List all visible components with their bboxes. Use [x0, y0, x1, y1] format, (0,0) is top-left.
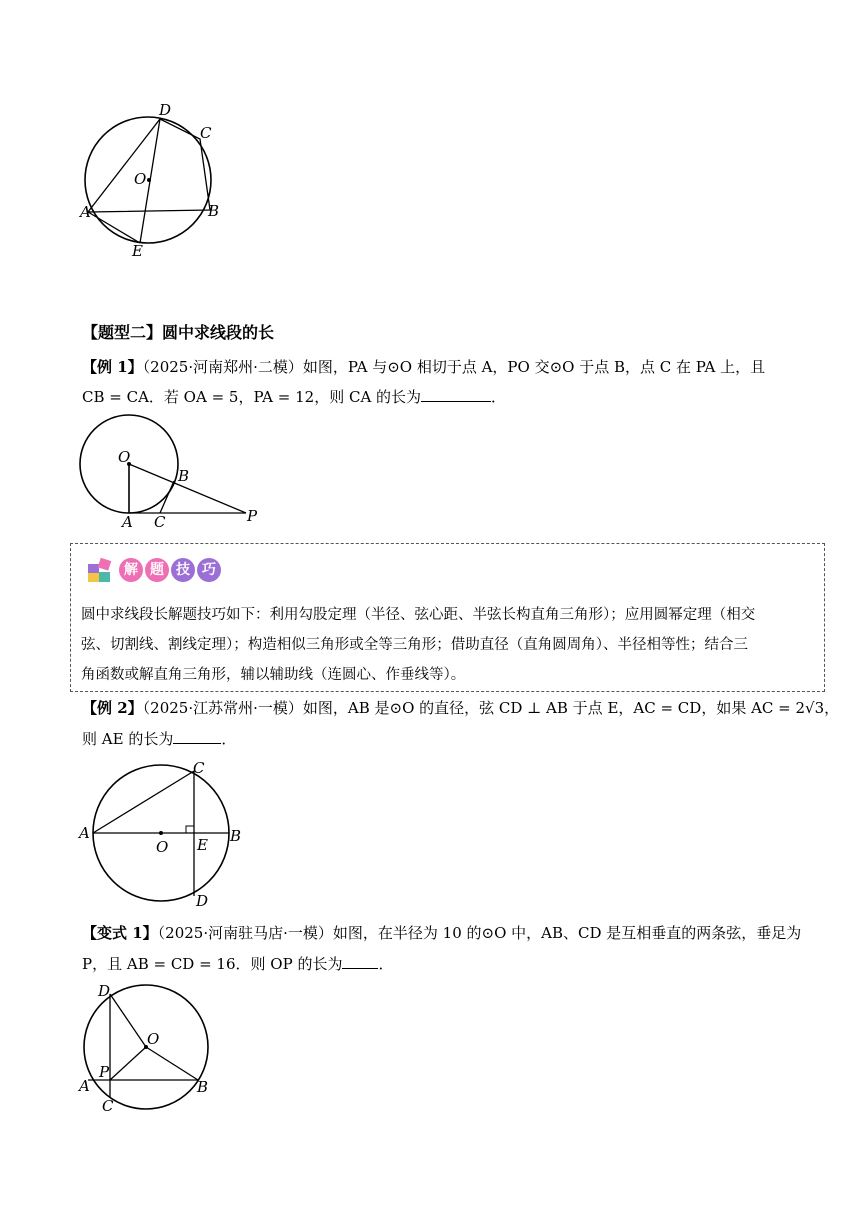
example2-tag: 【例 2】	[82, 699, 143, 717]
variant1-tag: 【变式 1】	[82, 924, 158, 942]
example2-line2	[82, 729, 236, 749]
variant1-line1	[82, 923, 801, 943]
label-o: O	[118, 448, 131, 466]
figure-tangent	[74, 408, 274, 533]
badge-char-4: 巧	[197, 558, 221, 582]
label-c: C	[193, 759, 205, 777]
variant1-text1: （2025·河南驻马店·一模）如图，在半径为 10 的⊙O 中，AB、CD 是互相垂直的两条弦，垂足为	[157, 924, 802, 942]
label-c: C	[200, 124, 212, 142]
heading-title: 题型二	[98, 323, 147, 342]
label-b: B	[208, 202, 220, 220]
section-heading	[82, 323, 274, 343]
example1-end: ．	[491, 388, 507, 406]
label-a: A	[122, 513, 133, 531]
variant1-text2: P，且 AB = CD = 16．则 OP 的长为	[82, 955, 343, 973]
example1-line2	[82, 387, 506, 407]
example2-text2: 则 AE 的长为	[82, 730, 174, 748]
example1-tag: 【例 1】	[82, 358, 143, 376]
variant1-end: ．	[378, 955, 394, 973]
tips-line1: 圆中求线段长解题技巧如下：利用勾股定理（半径、弦心距、半弦长构直角三角形）；应用圆幂定理（相交	[81, 607, 756, 623]
heading-bracket-open: 【	[82, 323, 99, 342]
answer-blank[interactable]	[421, 387, 491, 402]
tips-line2: 弦、切割线、割线定理）；构造相似三角形或全等三角形；借助直径（直角圆周角）、半径相等性；结合三	[81, 637, 748, 653]
figure-circle-abcde	[72, 100, 232, 265]
label-e: E	[197, 836, 208, 854]
example2-line1	[82, 698, 839, 718]
figure-diameter-chord	[74, 756, 254, 908]
label-a: A	[79, 1077, 90, 1095]
label-b: B	[178, 467, 190, 485]
example1-line1	[82, 357, 765, 377]
puzzle-icon	[87, 556, 117, 584]
label-d: D	[98, 982, 111, 1000]
label-b: B	[197, 1078, 209, 1096]
variant1-line2	[82, 954, 393, 974]
example2-text1: （2025·江苏常州·一模）如图，AB 是⊙O 的直径，弦 CD ⊥ AB 于点 E，AC = CD，如果 AC = 2√3，	[142, 699, 840, 717]
badge-char-3: 技	[171, 558, 195, 582]
label-c: C	[154, 513, 166, 531]
label-o: O	[156, 838, 169, 856]
label-a: A	[80, 203, 91, 221]
label-p: P	[247, 507, 258, 525]
tips-line3: 角函数或解直角三角形，辅以辅助线（连圆心、作垂线等）。	[81, 667, 466, 683]
badge-char-2: 题	[145, 558, 169, 582]
label-c: C	[102, 1097, 114, 1115]
figure-perpendicular-chords	[74, 980, 224, 1115]
label-o: O	[147, 1030, 160, 1048]
label-o: O	[134, 170, 147, 188]
heading-subtitle: 圆中求线段的长	[162, 323, 275, 342]
heading-bracket-close: 】	[146, 323, 163, 342]
badge-char-1: 解	[119, 558, 143, 582]
label-a: A	[79, 824, 90, 842]
tips-box	[70, 543, 825, 692]
label-b: B	[230, 827, 242, 845]
label-d: D	[159, 101, 172, 119]
label-p: P	[99, 1063, 110, 1081]
tips-badge-label	[119, 558, 223, 582]
answer-blank[interactable]	[342, 954, 378, 969]
answer-blank[interactable]	[173, 729, 221, 744]
example1-text2: CB = CA．若 OA = 5，PA = 12，则 CA 的长为	[82, 388, 422, 406]
label-d: D	[196, 892, 209, 908]
label-e: E	[132, 242, 143, 260]
example1-text1: （2025·河南郑州·二模）如图，PA 与⊙O 相切于点 A，PO 交⊙O 于点 B，点 C 在 PA 上，且	[142, 358, 766, 376]
example2-end: ．	[221, 730, 237, 748]
